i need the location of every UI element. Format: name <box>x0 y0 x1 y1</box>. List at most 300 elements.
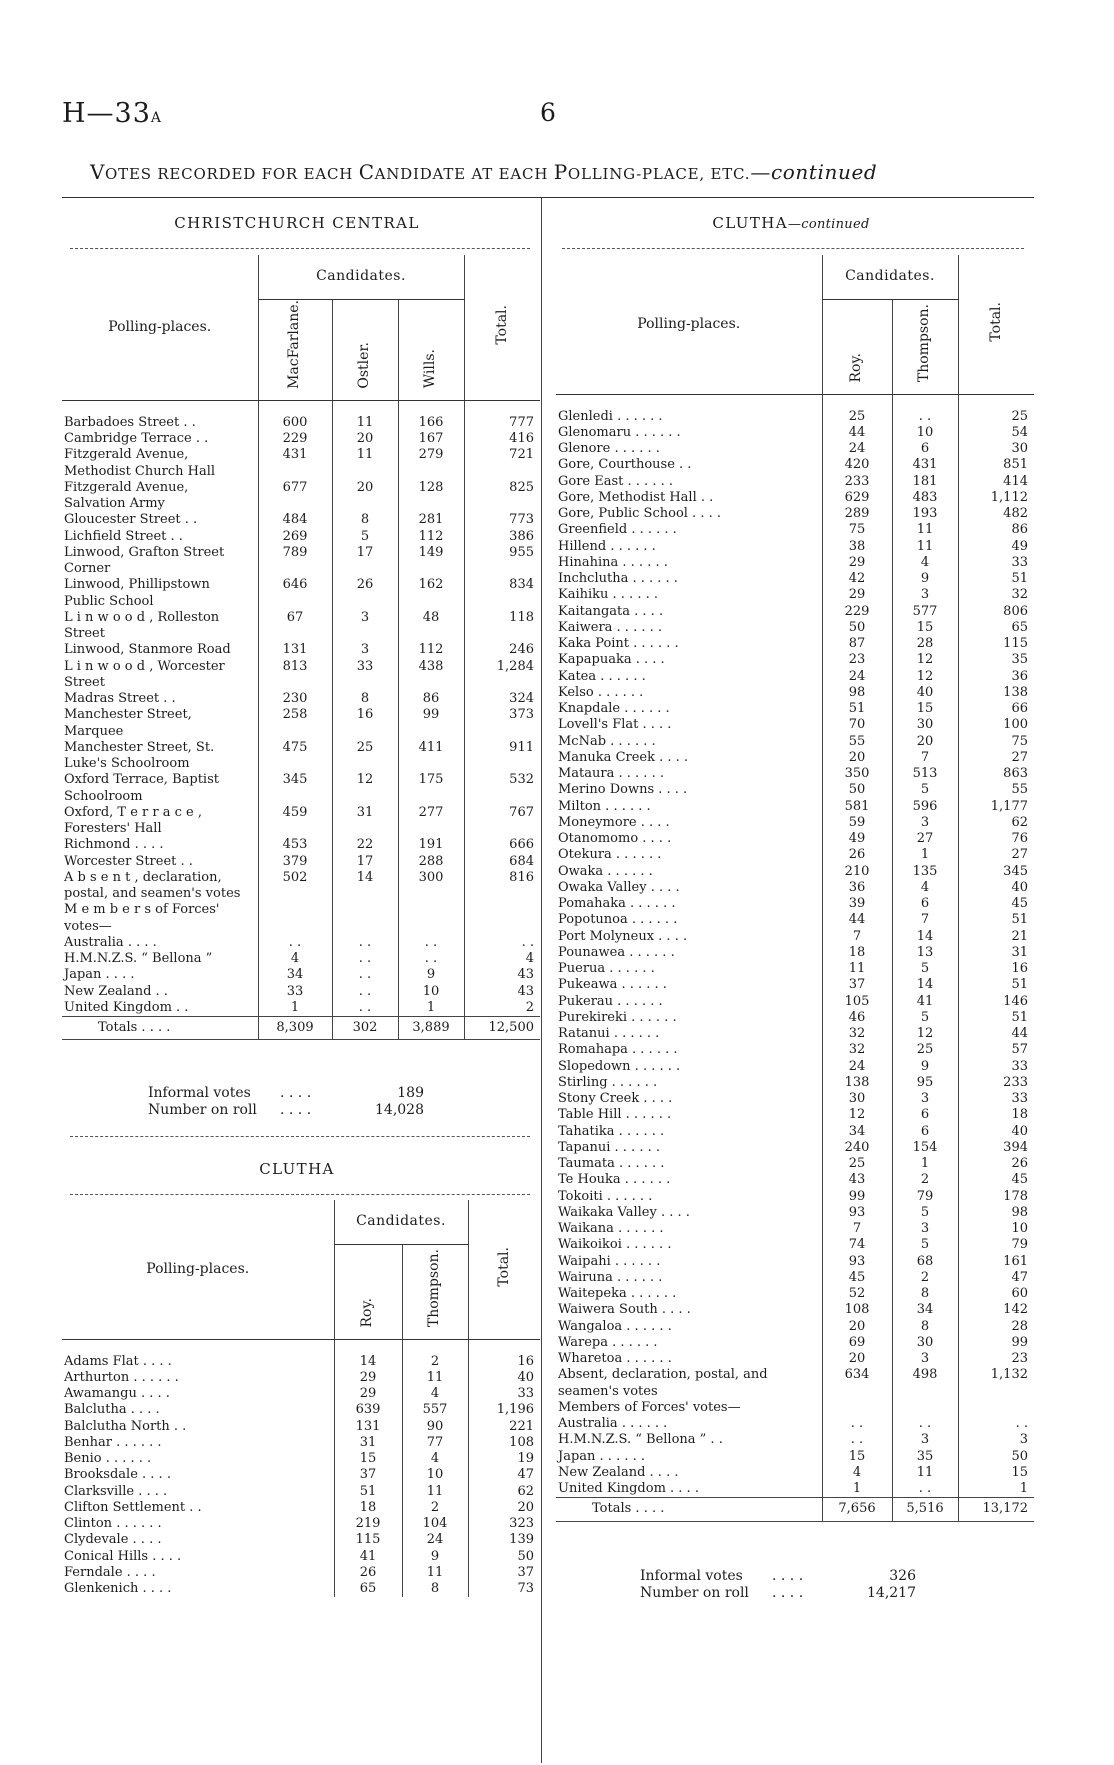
col-candidates: Candidates. <box>258 255 464 299</box>
table-row <box>556 457 1034 473</box>
polling-place-name: Kaihiku . . . . . . <box>558 587 658 603</box>
polling-place-name: Japan . . . . <box>64 967 135 983</box>
candidate-votes: 210 <box>822 864 892 880</box>
candidate-votes <box>822 1400 892 1416</box>
candidate-votes: 6 <box>892 896 958 912</box>
candidate-votes: 69 <box>822 1335 892 1351</box>
informal-votes-label: Informal votes <box>640 1568 743 1584</box>
total-votes: 684 <box>464 854 540 870</box>
total-votes: 4 <box>464 951 540 967</box>
candidate-votes: . . <box>892 1416 958 1432</box>
total-votes: 767 <box>464 805 540 838</box>
total-votes: 40 <box>468 1370 540 1386</box>
totals-value: 8,309 <box>258 1017 332 1040</box>
candidate-votes: 59 <box>822 815 892 831</box>
candidate-votes: 6 <box>892 1124 958 1140</box>
table-row <box>62 740 540 773</box>
candidate-votes: 345 <box>258 772 332 805</box>
number-on-roll-label: Number on roll <box>640 1584 749 1601</box>
polling-place-name: New Zealand . . <box>64 983 168 999</box>
polling-place-name: Gore, Methodist Hall . . <box>558 489 714 505</box>
total-votes: 33 <box>958 1091 1034 1107</box>
table-row <box>556 539 1034 555</box>
polling-place-name: Stirling . . . . . . <box>558 1074 658 1090</box>
page-reference: H—33A <box>62 98 163 129</box>
candidate-votes: 5 <box>892 1237 958 1253</box>
candidate-votes: 30 <box>822 1091 892 1107</box>
number-on-roll-value: 14,217 <box>867 1584 916 1601</box>
candidate-votes: 4 <box>892 555 958 571</box>
table-row <box>556 1172 1034 1188</box>
polling-place-name: Gore East . . . . . . <box>558 473 673 489</box>
total-votes: 142 <box>958 1302 1034 1318</box>
table-row <box>62 1370 540 1386</box>
table-row <box>62 1565 540 1581</box>
candidate-votes: 498 <box>892 1367 958 1400</box>
candidate-votes: 15 <box>334 1451 402 1467</box>
candidate-votes: 646 <box>258 577 332 610</box>
table-row <box>62 1549 540 1565</box>
candidate-votes: 634 <box>822 1367 892 1400</box>
polling-place-name: Pukeawa . . . . . . <box>558 977 667 993</box>
totals-value: 7,656 <box>822 1498 892 1521</box>
total-votes: 246 <box>464 642 540 658</box>
table-row <box>62 691 540 707</box>
candidate-votes: 1 <box>892 847 958 863</box>
polling-place-name: Oxford, T e r r a c e , Foresters' Hall <box>64 804 203 837</box>
candidate-votes: 45 <box>822 1270 892 1286</box>
total-votes: 21 <box>958 929 1034 945</box>
total-votes: 44 <box>958 1026 1034 1042</box>
polling-place-name: Clydevale . . . . <box>64 1532 162 1548</box>
candidate-votes: 420 <box>822 457 892 473</box>
candidate-votes: . . <box>332 1000 398 1017</box>
candidate-votes: 577 <box>892 604 958 620</box>
candidate-votes: . . <box>822 1416 892 1432</box>
candidate-votes: 11 <box>332 400 398 431</box>
candidate-votes: 50 <box>822 620 892 636</box>
table-row <box>556 945 1034 961</box>
candidate-votes: 3 <box>892 1091 958 1107</box>
polling-place-name: Waitepeka . . . . . . <box>558 1286 677 1301</box>
christchurch-central-title: CHRISTCHURCH CENTRAL <box>174 214 420 232</box>
candidate-votes: 11 <box>402 1370 468 1386</box>
total-votes: 2 <box>464 1000 540 1017</box>
total-votes: 16 <box>468 1339 540 1370</box>
table-row <box>556 1091 1034 1107</box>
candidate-votes: 7 <box>892 750 958 766</box>
total-votes: 55 <box>958 782 1034 798</box>
total-votes: 33 <box>958 1059 1034 1075</box>
table-row <box>62 772 540 805</box>
candidate-votes: 17 <box>332 545 398 578</box>
total-votes: 43 <box>464 984 540 1000</box>
candidate-votes: 20 <box>822 1351 892 1367</box>
polling-place-name: Arthurton . . . . . . <box>64 1369 179 1385</box>
clutha-continued-table <box>556 255 1034 1522</box>
total-votes: 666 <box>464 837 540 853</box>
totals-value: 3,889 <box>398 1017 464 1040</box>
table-row <box>556 587 1034 603</box>
candidate-votes: 11 <box>402 1565 468 1581</box>
polling-place-name: Benio . . . . . . <box>64 1451 152 1466</box>
candidate-votes: 3 <box>892 1432 958 1448</box>
table-row <box>556 1221 1034 1237</box>
candidate-votes: 18 <box>822 945 892 961</box>
candidate-votes: 258 <box>258 707 332 740</box>
table-row <box>62 529 540 545</box>
polling-place-name: L i n w o o d , Rolleston Street <box>64 609 220 642</box>
candidate-votes: 513 <box>892 766 958 782</box>
candidate-votes: 36 <box>822 880 892 896</box>
candidate-votes: . . <box>398 951 464 967</box>
candidate-votes: 70 <box>822 717 892 733</box>
candidate-votes: 5 <box>892 1010 958 1026</box>
candidate-votes: . . <box>892 394 958 425</box>
candidate-votes: 11 <box>892 522 958 538</box>
candidate-votes: . . <box>892 1481 958 1498</box>
total-votes: 414 <box>958 474 1034 490</box>
candidate-votes: 300 <box>398 870 464 903</box>
table-row <box>62 1435 540 1451</box>
table-row <box>62 659 540 692</box>
heading-rule <box>62 197 1034 198</box>
total-votes <box>958 1400 1034 1416</box>
table-row <box>556 701 1034 717</box>
clutha-table <box>62 1200 540 1597</box>
total-votes: 100 <box>958 717 1034 733</box>
polling-place-name: Barbadoes Street . . <box>64 414 196 430</box>
candidate-votes: 14 <box>332 870 398 903</box>
candidate-votes: 9 <box>892 1059 958 1075</box>
polling-place-name: Awamangu . . . . <box>64 1386 170 1401</box>
candidate-votes: 20 <box>822 1319 892 1335</box>
col-candidate-thompson: Thompson. <box>402 1244 468 1339</box>
total-votes: 482 <box>958 506 1034 522</box>
table-row <box>62 610 540 643</box>
table-row <box>556 1416 1034 1432</box>
table-row <box>556 604 1034 620</box>
polling-place-name: Waikoikoi . . . . . . <box>558 1237 672 1253</box>
polling-place-name: Adams Flat . . . . <box>64 1353 172 1369</box>
polling-place-name: Merino Downs . . . . <box>558 782 688 798</box>
total-votes: 76 <box>958 831 1034 847</box>
polling-place-name: H.M.N.Z.S. “ Bellona ” . . <box>558 1432 723 1448</box>
col-total: Total. <box>468 1200 540 1339</box>
total-votes: 28 <box>958 1319 1034 1335</box>
candidate-votes: 10 <box>402 1467 468 1483</box>
candidate-votes: 44 <box>822 425 892 441</box>
candidate-votes <box>258 902 332 935</box>
candidate-votes: 74 <box>822 1237 892 1253</box>
polling-place-name: A b s e n t , declaration, postal, and seamen's votes <box>64 869 241 902</box>
polling-place-name: Linwood, Phillipstown Public School <box>64 577 210 609</box>
total-votes: 1,196 <box>468 1402 540 1418</box>
total-votes: 51 <box>958 977 1034 993</box>
polling-place-name: Popotunoa . . . . . . <box>558 912 678 928</box>
candidate-votes: 51 <box>334 1484 402 1500</box>
col-candidate-wills: Wills. <box>398 299 464 400</box>
table-row <box>556 880 1034 896</box>
table-row <box>556 1237 1034 1253</box>
total-votes: 33 <box>958 555 1034 571</box>
table-row <box>556 522 1034 538</box>
total-votes: 75 <box>958 734 1034 750</box>
candidate-votes: 4 <box>258 951 332 967</box>
col-candidate-roy: Roy. <box>822 299 892 394</box>
polling-place-name: Otanomomo . . . . <box>558 831 672 846</box>
polling-place-name: Glenledi . . . . . . <box>558 408 663 424</box>
candidate-votes: 431 <box>258 447 332 480</box>
total-votes: 51 <box>958 912 1034 928</box>
informal-votes-label: Informal votes <box>148 1085 251 1101</box>
polling-place-name: Warepa . . . . . . <box>558 1334 658 1350</box>
candidate-votes: 484 <box>258 512 332 528</box>
candidate-votes: 52 <box>822 1286 892 1302</box>
col-candidate-roy: Roy. <box>334 1244 402 1339</box>
polling-place-name: Cambridge Terrace . . <box>64 431 209 447</box>
total-votes: 40 <box>958 880 1034 896</box>
candidate-votes: 25 <box>332 740 398 773</box>
candidate-votes: 33 <box>258 984 332 1000</box>
candidate-votes: 459 <box>258 805 332 838</box>
polling-place-name: Waikana . . . . . . <box>558 1221 664 1236</box>
polling-place-name: Te Houka . . . . . . <box>558 1172 671 1188</box>
table-row <box>556 782 1034 798</box>
table-row <box>556 571 1034 587</box>
total-votes: 834 <box>464 577 540 610</box>
candidate-votes <box>332 902 398 935</box>
polling-place-name: Knapdale . . . . . . <box>558 701 670 716</box>
col-candidate-macfarlane: MacFarlane. <box>258 299 332 400</box>
total-votes: 57 <box>958 1042 1034 1058</box>
candidate-votes: 16 <box>332 707 398 740</box>
candidate-votes: 277 <box>398 805 464 838</box>
candidate-votes: 14 <box>334 1339 402 1370</box>
col-polling-places: Polling-places. <box>556 255 822 394</box>
candidate-votes: 15 <box>892 701 958 717</box>
candidate-votes: 31 <box>334 1435 402 1451</box>
clutha-summary: Informal votes . . . . 326 Number on roll . . . . 14,217 <box>640 1568 916 1601</box>
polling-place-name: Gore, Public School . . . . <box>558 506 721 521</box>
total-votes: 115 <box>958 636 1034 652</box>
polling-place-name: Manchester Street, St. Luke's Schoolroom <box>64 739 215 772</box>
candidate-votes: 4 <box>402 1451 468 1467</box>
table-row <box>62 512 540 528</box>
polling-place-name: Conical Hills . . . . <box>64 1548 182 1564</box>
total-votes: 23 <box>958 1351 1034 1367</box>
candidate-votes: 50 <box>822 782 892 798</box>
table-row <box>556 685 1034 701</box>
total-votes: . . <box>464 935 540 951</box>
candidate-votes: 30 <box>892 717 958 733</box>
candidate-votes: 453 <box>258 837 332 853</box>
candidate-votes: 25 <box>822 1156 892 1172</box>
polling-place-name: Waipahi . . . . . . <box>558 1253 661 1269</box>
candidate-votes: 191 <box>398 837 464 853</box>
total-votes: 323 <box>468 1516 540 1532</box>
candidate-votes: 20 <box>332 480 398 513</box>
polling-place-name: Madras Street . . <box>64 691 176 707</box>
candidate-votes: 581 <box>822 799 892 815</box>
candidate-votes: 10 <box>398 984 464 1000</box>
candidate-votes: 167 <box>398 431 464 447</box>
candidate-votes: 15 <box>822 1449 892 1465</box>
table-row <box>556 994 1034 1010</box>
candidate-votes: 281 <box>398 512 464 528</box>
table-row <box>556 734 1034 750</box>
candidate-votes: 8 <box>892 1319 958 1335</box>
table-row <box>556 1481 1034 1498</box>
total-votes: 32 <box>958 587 1034 603</box>
table-row <box>556 1432 1034 1448</box>
col-candidates: Candidates. <box>334 1200 468 1244</box>
candidate-votes: 229 <box>258 431 332 447</box>
table-row <box>556 1286 1034 1302</box>
polling-place-name: Table Hill . . . . . . <box>558 1107 672 1123</box>
candidate-votes: 8 <box>402 1581 468 1597</box>
candidate-votes: 31 <box>332 805 398 838</box>
total-votes: 20 <box>468 1500 540 1516</box>
table-row <box>556 474 1034 490</box>
total-votes: 394 <box>958 1140 1034 1156</box>
totals-value: 5,516 <box>892 1498 958 1521</box>
candidate-votes: 813 <box>258 659 332 692</box>
table-row <box>62 1419 540 1435</box>
candidate-votes: 86 <box>398 691 464 707</box>
polling-place-name: Pukerau . . . . . . <box>558 993 663 1009</box>
page-heading: VOTES RECORDED FOR EACH CANDIDATE AT EACH POLLING-PLACE, ETC.—continued <box>90 160 878 184</box>
candidate-votes: 87 <box>822 636 892 652</box>
candidate-votes: 90 <box>402 1419 468 1435</box>
total-votes: 146 <box>958 994 1034 1010</box>
table-row <box>556 1335 1034 1351</box>
total-votes: 161 <box>958 1254 1034 1270</box>
polling-place-name: McNab . . . . . . <box>558 733 656 749</box>
total-votes: 345 <box>958 864 1034 880</box>
total-votes: 47 <box>958 1270 1034 1286</box>
total-votes: 777 <box>464 400 540 431</box>
candidate-votes: 24 <box>402 1532 468 1548</box>
candidate-votes: 24 <box>822 669 892 685</box>
table-row <box>62 400 540 431</box>
candidate-votes: 34 <box>822 1124 892 1140</box>
candidate-votes: 2 <box>402 1339 468 1370</box>
candidate-votes: 4 <box>822 1465 892 1481</box>
page-number: 6 <box>540 98 556 127</box>
polling-place-name: Ratanui . . . . . . <box>558 1026 660 1041</box>
table-row <box>62 447 540 480</box>
table-row <box>62 870 540 903</box>
total-votes: 47 <box>468 1467 540 1483</box>
total-votes: 138 <box>958 685 1034 701</box>
candidate-votes: 48 <box>398 610 464 643</box>
candidate-votes: 3 <box>332 610 398 643</box>
col-candidate-ostler: Ostler. <box>332 299 398 400</box>
table-row <box>62 577 540 610</box>
total-votes: 50 <box>468 1549 540 1565</box>
candidate-votes: 105 <box>822 994 892 1010</box>
candidate-votes: 3 <box>892 1221 958 1237</box>
candidate-votes: 350 <box>822 766 892 782</box>
candidate-votes: 15 <box>892 620 958 636</box>
polling-place-name: Kaka Point . . . . . . <box>558 636 679 651</box>
candidate-votes: 29 <box>334 1386 402 1402</box>
table-row <box>62 1484 540 1500</box>
candidate-votes: 12 <box>892 1026 958 1042</box>
table-row <box>556 799 1034 815</box>
polling-place-name: Otekura . . . . . . <box>558 847 662 863</box>
table-row <box>62 902 540 935</box>
candidate-votes: 193 <box>892 506 958 522</box>
candidate-votes: 438 <box>398 659 464 692</box>
table-row <box>62 545 540 578</box>
polling-place-name: Hinahina . . . . . . <box>558 554 668 570</box>
candidate-votes: 51 <box>822 701 892 717</box>
candidate-votes: 41 <box>334 1549 402 1565</box>
candidate-votes: 34 <box>892 1302 958 1318</box>
polling-place-name: Glenkenich . . . . <box>64 1581 172 1596</box>
candidate-votes: 138 <box>822 1075 892 1091</box>
candidate-votes: 41 <box>892 994 958 1010</box>
candidate-votes: . . <box>398 935 464 951</box>
clutha-continued-title-rule <box>562 248 1024 249</box>
candidate-votes: 17 <box>332 854 398 870</box>
candidate-votes: 26 <box>334 1565 402 1581</box>
total-votes: 31 <box>958 945 1034 961</box>
polling-place-name: Puerua . . . . . . <box>558 961 655 976</box>
candidate-votes: 104 <box>402 1516 468 1532</box>
candidate-votes: 25 <box>822 394 892 425</box>
polling-place-name: Benhar . . . . . . <box>64 1434 162 1450</box>
polling-place-name: Port Molyneux . . . . <box>558 928 688 944</box>
table-row <box>62 707 540 740</box>
table-row <box>556 1449 1034 1465</box>
polling-place-name: Taumata . . . . . . <box>558 1156 665 1171</box>
table-row <box>556 912 1034 928</box>
section-separator <box>70 1136 530 1137</box>
total-votes: 118 <box>464 610 540 643</box>
table-row <box>556 1140 1034 1156</box>
candidate-votes: 67 <box>258 610 332 643</box>
candidate-votes: 4 <box>402 1386 468 1402</box>
table-row <box>556 815 1034 831</box>
candidate-votes: 135 <box>892 864 958 880</box>
candidate-votes: 240 <box>822 1140 892 1156</box>
polling-place-name: Gloucester Street . . <box>64 512 198 528</box>
table-row <box>556 506 1034 522</box>
candidate-votes: 1 <box>258 1000 332 1017</box>
candidate-votes: 269 <box>258 529 332 545</box>
candidate-votes: 79 <box>892 1189 958 1205</box>
polling-place-name: Wharetoa . . . . . . <box>558 1351 672 1366</box>
candidate-votes: 8 <box>332 512 398 528</box>
polling-place-name: Mataura . . . . . . <box>558 766 664 781</box>
clutha-continued-title: CLUTHA—continued <box>712 214 870 232</box>
total-votes: 19 <box>468 1451 540 1467</box>
candidate-votes: 24 <box>822 441 892 457</box>
table-row <box>556 831 1034 847</box>
polling-place-name: Lovell's Flat . . . . <box>558 717 672 733</box>
polling-place-name: Hillend . . . . . . <box>558 538 656 554</box>
table-row <box>556 1124 1034 1140</box>
christchurch-central-table <box>62 255 540 1040</box>
candidate-votes: 11 <box>402 1484 468 1500</box>
candidate-votes: 13 <box>892 945 958 961</box>
candidate-votes: 5 <box>332 529 398 545</box>
candidate-votes: 7 <box>822 1221 892 1237</box>
totals-row <box>62 1017 540 1040</box>
